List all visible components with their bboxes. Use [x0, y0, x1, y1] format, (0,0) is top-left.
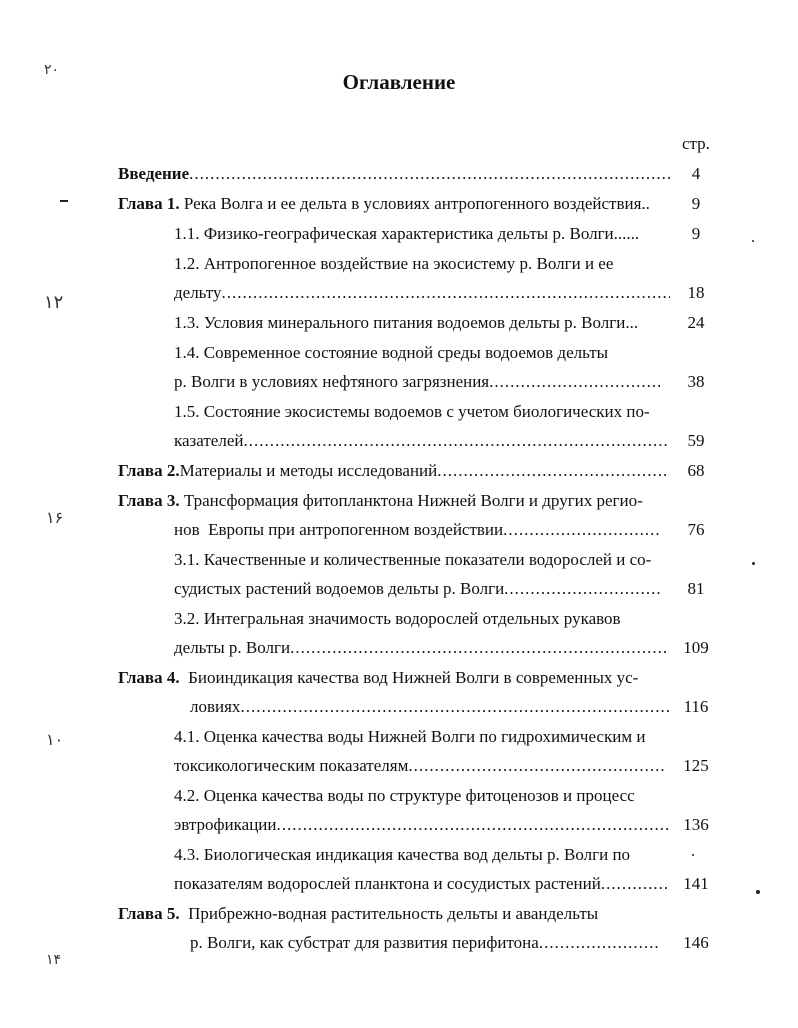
toc-page-number: 4 — [691, 164, 701, 183]
toc-label: р. Волги, как субстрат для развития перифитона — [190, 933, 539, 952]
toc-label: р. Волги в условиях нефтяного загрязнения — [174, 372, 490, 391]
toc-entry-4-2[interactable] — [174, 814, 670, 836]
toc-label: Введение — [118, 164, 190, 183]
toc-entry-1-3[interactable]: 1.3. Условия минерального питания водоемов дельты р. Волги... — [174, 313, 639, 332]
toc-entry-1-2[interactable] — [174, 282, 670, 304]
toc-entry-1-1[interactable]: 1.1. Физико-географическая характеристика дельты р. Волги...... — [174, 224, 640, 243]
toc-entry-3-1-line1[interactable]: 3.1. Качественные и количественные показатели водорослей и со- — [174, 550, 652, 569]
toc-leader-dots — [503, 519, 660, 541]
toc-label: показателям водорослей планктона и сосудистых растений — [174, 874, 601, 893]
toc-leader-dots — [243, 430, 670, 452]
toc-entry-4-2-line1[interactable]: 4.2. Оценка качества воды по структуре фитоценозов и процесс — [174, 786, 635, 805]
handwritten-margin-mark: ۲۰ — [44, 62, 60, 78]
toc-page-number: 76 — [687, 520, 705, 539]
toc-label: Трансформация фитопланктона Нижней Волги и других регио- — [179, 491, 643, 510]
toc-leader-dots — [189, 163, 670, 185]
chapter-label: Глава 5. — [118, 904, 180, 923]
toc-entry-chapter-3[interactable] — [174, 519, 660, 541]
chapter-label: Глава 4. — [118, 668, 180, 687]
toc-page-number: 59 — [687, 431, 705, 450]
toc-entry-3-2-line1[interactable]: 3.2. Интегральная значимость водорослей отдельных рукавов — [174, 609, 621, 628]
handwritten-margin-mark: ۱۶ — [46, 508, 64, 527]
toc-label: Река Волга и ее дельта в условиях антропогенного воздействия.. — [179, 194, 650, 213]
toc-page-number: 146 — [683, 933, 709, 952]
toc-page-number: 9 — [691, 224, 701, 243]
toc-leader-dots — [504, 578, 660, 600]
toc-label: казателей — [174, 431, 244, 450]
toc-entry-chapter-2[interactable] — [118, 460, 666, 482]
toc-entry-1-5-line1[interactable]: 1.5. Состояние экосистемы водоемов с учетом биологических по- — [174, 402, 650, 421]
toc-leader-dots — [240, 696, 670, 718]
toc-page-number: 18 — [687, 283, 705, 302]
toc-label: нов Европы при антропогенном воздействии — [174, 520, 504, 539]
toc-leader-dots — [408, 755, 666, 777]
toc-entry-chapter-5[interactable] — [190, 932, 660, 954]
chapter-label: Глава 2. — [118, 461, 180, 480]
toc-entry-introduction[interactable] — [118, 163, 670, 185]
toc-entry-1-4[interactable] — [174, 371, 660, 393]
toc-entry-chapter-5-line1[interactable] — [118, 903, 674, 925]
toc-entry-chapter-1[interactable] — [118, 193, 674, 215]
toc-label: Прибрежно-водная растительность дельты и авандельты — [179, 904, 599, 923]
toc-page-number: 68 — [687, 461, 705, 480]
margin-dash-mark — [60, 200, 68, 202]
chapter-label: Глава 3. — [118, 491, 180, 510]
toc-leader-dots — [601, 873, 670, 895]
toc-leader-dots — [290, 637, 666, 659]
toc-entry-chapter-4[interactable] — [190, 696, 670, 718]
handwritten-margin-mark: ۱۰ — [46, 730, 64, 749]
toc-page-number: 24 — [687, 313, 705, 332]
toc-entry-chapter-4-line1[interactable] — [118, 667, 674, 689]
toc-leader-dots — [437, 460, 666, 482]
toc-page-number: 9 — [691, 194, 701, 213]
scan-speck — [692, 854, 694, 856]
page-title: Оглавление — [342, 70, 456, 94]
toc-entry-1-4-line1[interactable]: 1.4. Современное состояние водной среды водоемов дельты — [174, 343, 609, 362]
toc-label: судистых растений водоемов дельты р. Волги — [174, 579, 505, 598]
toc-label: Материалы и методы исследований — [179, 461, 438, 480]
handwritten-margin-mark: ۱۲ — [44, 292, 64, 313]
toc-entry-4-1[interactable] — [174, 755, 666, 777]
toc-label: эвтрофикации — [174, 815, 277, 834]
toc-page-number: 109 — [683, 638, 709, 657]
toc-page-number: 141 — [683, 874, 709, 893]
toc-page-number: 38 — [687, 372, 705, 391]
toc-entry-4-3[interactable] — [174, 873, 670, 895]
toc-leader-dots — [539, 932, 660, 954]
toc-leader-dots — [277, 814, 671, 836]
toc-entry-3-2[interactable] — [174, 637, 666, 659]
toc-label: токсикологическим показателям — [174, 756, 409, 775]
toc-page-number: 125 — [683, 756, 709, 775]
toc-label: Биоиндикация качества вод Нижней Волги в современных ус- — [179, 668, 639, 687]
handwritten-margin-mark: ۱۴ — [46, 952, 62, 968]
scan-speck — [752, 240, 754, 242]
toc-label: дельты р. Волги — [174, 638, 291, 657]
toc-label: дельту — [174, 283, 222, 302]
toc-entry-chapter-3-line1[interactable] — [118, 490, 674, 512]
toc-entry-1-2-line1[interactable]: 1.2. Антропогенное воздействие на экосистему р. Волги и ее — [174, 254, 614, 273]
toc-entry-4-1-line1[interactable]: 4.1. Оценка качества воды Нижней Волги по гидрохимическим и — [174, 727, 646, 746]
toc-entry-4-3-line1[interactable]: 4.3. Биологическая индикация качества вод дельты р. Волги по — [174, 845, 631, 864]
scan-speck — [756, 890, 760, 894]
chapter-label: Глава 1. — [118, 194, 180, 213]
scan-speck — [752, 562, 755, 565]
toc-page-number: 116 — [683, 697, 709, 716]
toc-page-number: 81 — [687, 579, 705, 598]
toc-leader-dots — [489, 371, 660, 393]
toc-page-number: 136 — [683, 815, 709, 834]
page-column-label: стр. — [682, 134, 710, 153]
toc-entry-1-5[interactable] — [174, 430, 670, 452]
toc-leader-dots — [222, 282, 671, 304]
toc-entry-3-1[interactable] — [174, 578, 660, 600]
toc-label: ловиях — [190, 697, 241, 716]
